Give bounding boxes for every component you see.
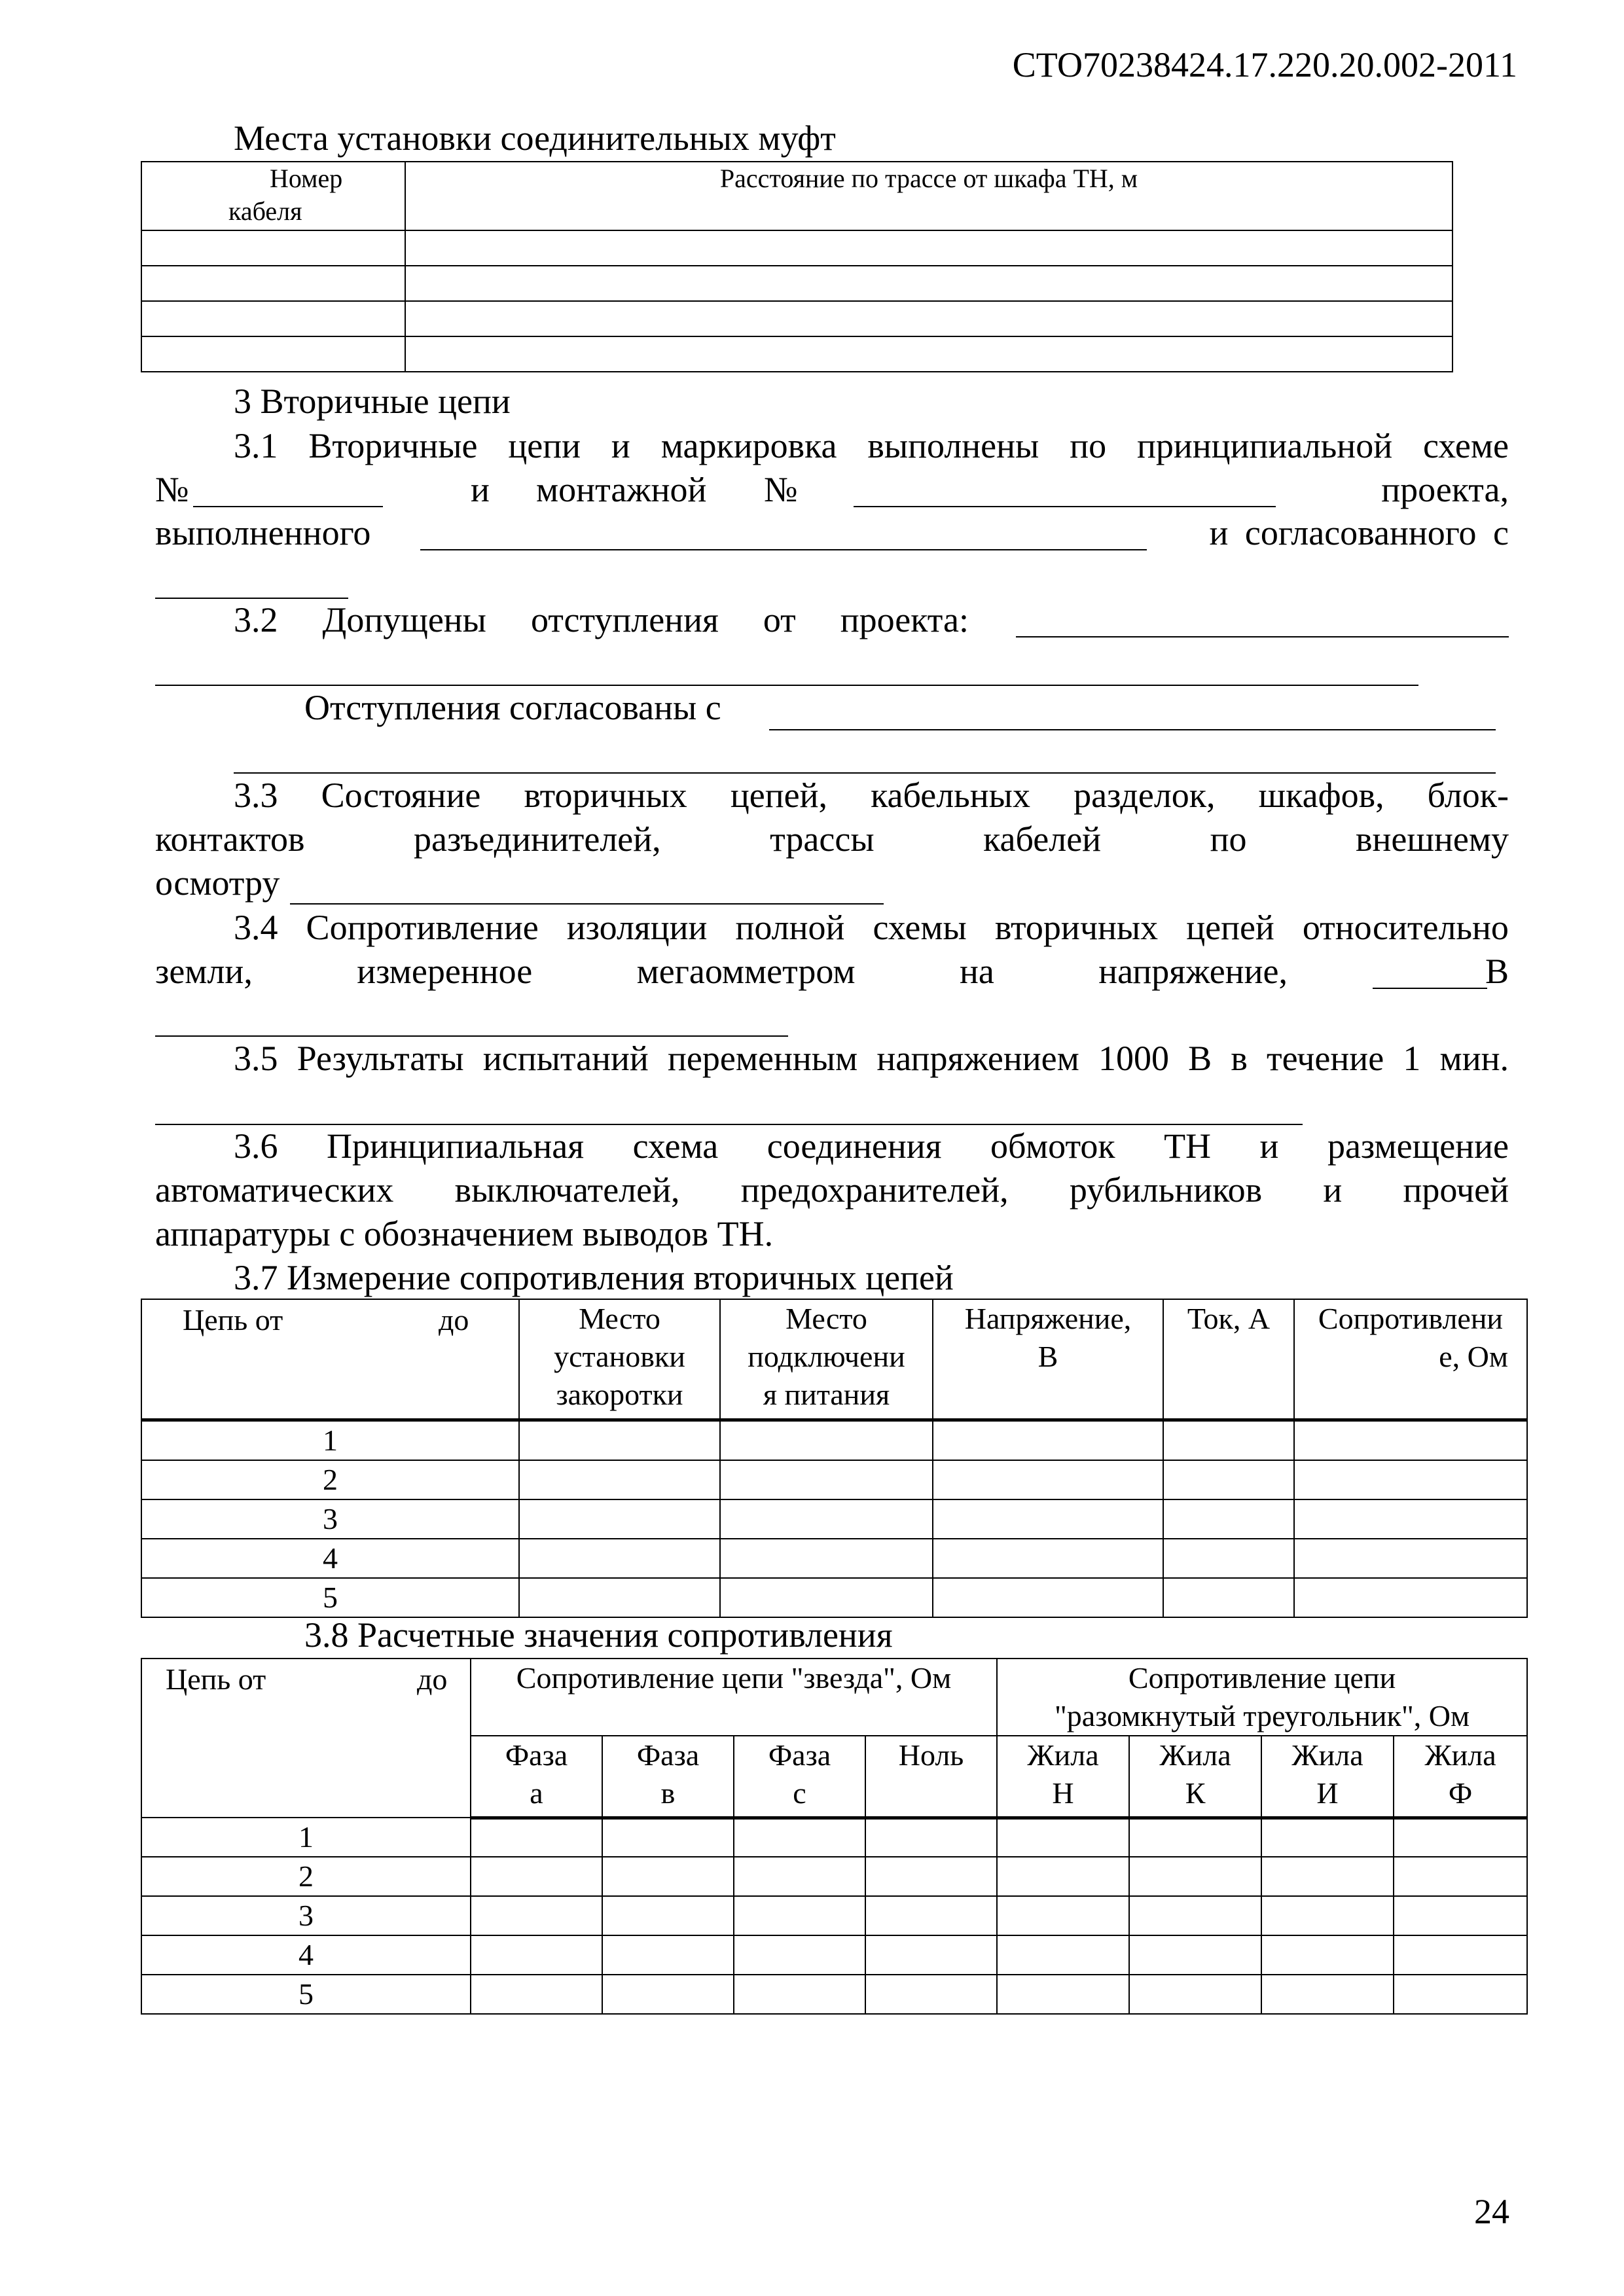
- word: полной: [735, 908, 845, 947]
- word: измеренное: [357, 952, 533, 991]
- star-resistance-header: Сопротивление цепи "звезда", Ом: [471, 1659, 997, 1736]
- voltage-blank: [1373, 950, 1487, 989]
- word: принципиальной: [1136, 426, 1393, 465]
- word: цепей,: [730, 776, 827, 815]
- word: по: [1070, 426, 1107, 465]
- table-row: 4: [141, 1539, 1527, 1578]
- word: предохранителей,: [740, 1170, 1009, 1210]
- word: схемы: [873, 908, 967, 947]
- section-3-8-title: 3.8 Расчетные значения сопротивления: [304, 1615, 893, 1655]
- word: размещение: [1327, 1126, 1509, 1166]
- deviations-blank: [1016, 598, 1509, 637]
- mounting-number-blank: [854, 468, 1276, 507]
- word: трассы: [770, 819, 875, 859]
- paragraph-3-1-line1: [234, 424, 1509, 467]
- resistance-measurement-table: [141, 1299, 1528, 1618]
- word: относительно: [1302, 908, 1509, 947]
- word: выключателей,: [454, 1170, 680, 1210]
- table-row: 3: [141, 1896, 1527, 1935]
- word: разъединителей,: [414, 819, 661, 859]
- table-row: 2: [141, 1857, 1527, 1896]
- distance-header: Расстояние по трассе от шкафа ТН, м: [405, 162, 1453, 230]
- table-row: 1: [141, 1420, 1527, 1460]
- core-i-header: Жила И: [1261, 1736, 1394, 1818]
- section-3-7-title: 3.7 Измерение сопротивления вторичных цепей: [234, 1258, 954, 1297]
- word: 3.4: [234, 908, 278, 947]
- word: Сопротивление: [306, 908, 539, 947]
- word: отступления: [530, 600, 719, 639]
- table-row: [141, 301, 1453, 336]
- deviations-agreed-label: Отступления согласованы с: [304, 688, 721, 727]
- deviations-agreed-blank: [769, 729, 1496, 730]
- resistance-header: Сопротивлени е, Ом: [1294, 1299, 1527, 1420]
- word: 3.6: [234, 1126, 278, 1166]
- core-n-header: Жила Н: [997, 1736, 1129, 1818]
- phase-b-header: Фаза в: [602, 1736, 734, 1818]
- word: выполнены: [867, 426, 1039, 465]
- word: внешнему: [1356, 819, 1509, 859]
- document-code: СТО70238424.17.220.20.002-2011: [1012, 45, 1517, 84]
- couplings-header-row: [141, 162, 1453, 230]
- paragraph-3-3-line2: [155, 817, 1509, 861]
- short-place-header: Место установки закоротки: [519, 1299, 720, 1420]
- paragraph-3-3-line3: осмотру: [155, 863, 280, 903]
- paragraph-3-1-line2: № и монтажной № проекта,: [155, 468, 1509, 511]
- word: изоляции: [566, 908, 708, 947]
- word: схеме: [1422, 426, 1509, 465]
- paragraph-3-6-line3: аппаратуры с обозначением выводов ТН.: [155, 1214, 774, 1253]
- word: вторичных: [994, 908, 1159, 947]
- table-row: [141, 336, 1453, 372]
- inspection-blank: [290, 903, 884, 905]
- paragraph-3-1-line3: выполненного и согласованного с: [155, 511, 1509, 554]
- word: и: [611, 426, 630, 465]
- table-row: 5: [141, 1578, 1527, 1617]
- word: Вторичные: [308, 426, 478, 465]
- word: 3.2: [234, 600, 278, 639]
- section-heading: 3 Вторичные цепи: [234, 382, 511, 421]
- calculated-resistance-table: [141, 1658, 1528, 2015]
- couplings-title: Места установки соединительных муфт: [234, 118, 836, 158]
- paragraph-3-3-line1: [234, 774, 1509, 817]
- table-row: [141, 266, 1453, 301]
- word: и: [1259, 1126, 1279, 1166]
- word: Состояние: [321, 776, 481, 815]
- word: ТН: [1164, 1126, 1212, 1166]
- table-row: 3: [141, 1499, 1527, 1539]
- circuit-from-to-header: Цепь от до: [141, 1299, 519, 1420]
- word: Принципиальная: [327, 1126, 585, 1166]
- word: проекта:: [840, 600, 969, 639]
- paragraph-3-6-line1: [234, 1124, 1509, 1168]
- word: напряжение,: [1098, 952, 1288, 991]
- word: Допущены: [322, 600, 486, 639]
- paragraph-3-4-line2: земли, измеренное мегаомметром на напряжение, В: [155, 950, 1509, 993]
- paragraph-3-6-line2: [155, 1168, 1509, 1211]
- couplings-table: [141, 161, 1453, 372]
- word: разделок,: [1074, 776, 1216, 815]
- phase-c-header: Фаза с: [734, 1736, 865, 1818]
- scheme-number-blank: [193, 468, 383, 507]
- table-row: 2: [141, 1460, 1527, 1499]
- word: обмоток: [990, 1126, 1115, 1166]
- word: цепей: [1186, 908, 1274, 947]
- word: мегаомметром: [636, 952, 856, 991]
- table-row: 1: [141, 1818, 1527, 1857]
- word: цепи: [508, 426, 581, 465]
- word: от: [763, 600, 796, 639]
- executed-by-blank: [420, 511, 1147, 550]
- word: и: [1323, 1170, 1343, 1210]
- paragraph-3-4-line1: [234, 906, 1509, 949]
- table-row: [141, 230, 1453, 266]
- voltage-header: Напряжение, В: [933, 1299, 1163, 1420]
- circuit-from-to-header: Цепь от до: [141, 1659, 471, 1818]
- power-place-header: Место подключени я питания: [720, 1299, 933, 1420]
- word: схема: [632, 1126, 719, 1166]
- word: по: [1210, 819, 1247, 859]
- word: блок-: [1427, 776, 1509, 815]
- word: автоматических: [155, 1170, 394, 1210]
- word: прочей: [1403, 1170, 1509, 1210]
- paragraph-3-5: 3.5 Результаты испытаний переменным напряжением 1000 В в течение 1 мин.: [234, 1039, 1509, 1078]
- word: кабелей: [983, 819, 1102, 859]
- neutral-header: Ноль: [865, 1736, 997, 1818]
- word: 3.1: [234, 426, 278, 465]
- phase-a-header: Фаза а: [471, 1736, 602, 1818]
- page-number: 24: [1474, 2192, 1509, 2231]
- measurement-header-row: [141, 1299, 1527, 1420]
- core-f-header: Жила Ф: [1394, 1736, 1527, 1818]
- core-k-header: Жила К: [1129, 1736, 1261, 1818]
- calc-header-row-1: [141, 1659, 1527, 1736]
- word: рубильников: [1069, 1170, 1263, 1210]
- word: маркировка: [660, 426, 837, 465]
- word: вторичных: [524, 776, 687, 815]
- word: шкафов,: [1258, 776, 1384, 815]
- word: соединения: [767, 1126, 942, 1166]
- word: контактов: [155, 819, 305, 859]
- word: 3.3: [234, 776, 278, 815]
- table-row: 4: [141, 1935, 1527, 1975]
- table-row: 5: [141, 1975, 1527, 2014]
- word: на: [959, 952, 994, 991]
- current-header: Ток, А: [1163, 1299, 1294, 1420]
- delta-resistance-header: Сопротивление цепи "разомкнутый треугольник", Ом: [997, 1659, 1527, 1736]
- word: кабельных: [871, 776, 1030, 815]
- cable-number-header: Номер кабеля: [141, 162, 405, 230]
- paragraph-3-2: [234, 598, 1509, 641]
- word: земли,: [155, 952, 253, 991]
